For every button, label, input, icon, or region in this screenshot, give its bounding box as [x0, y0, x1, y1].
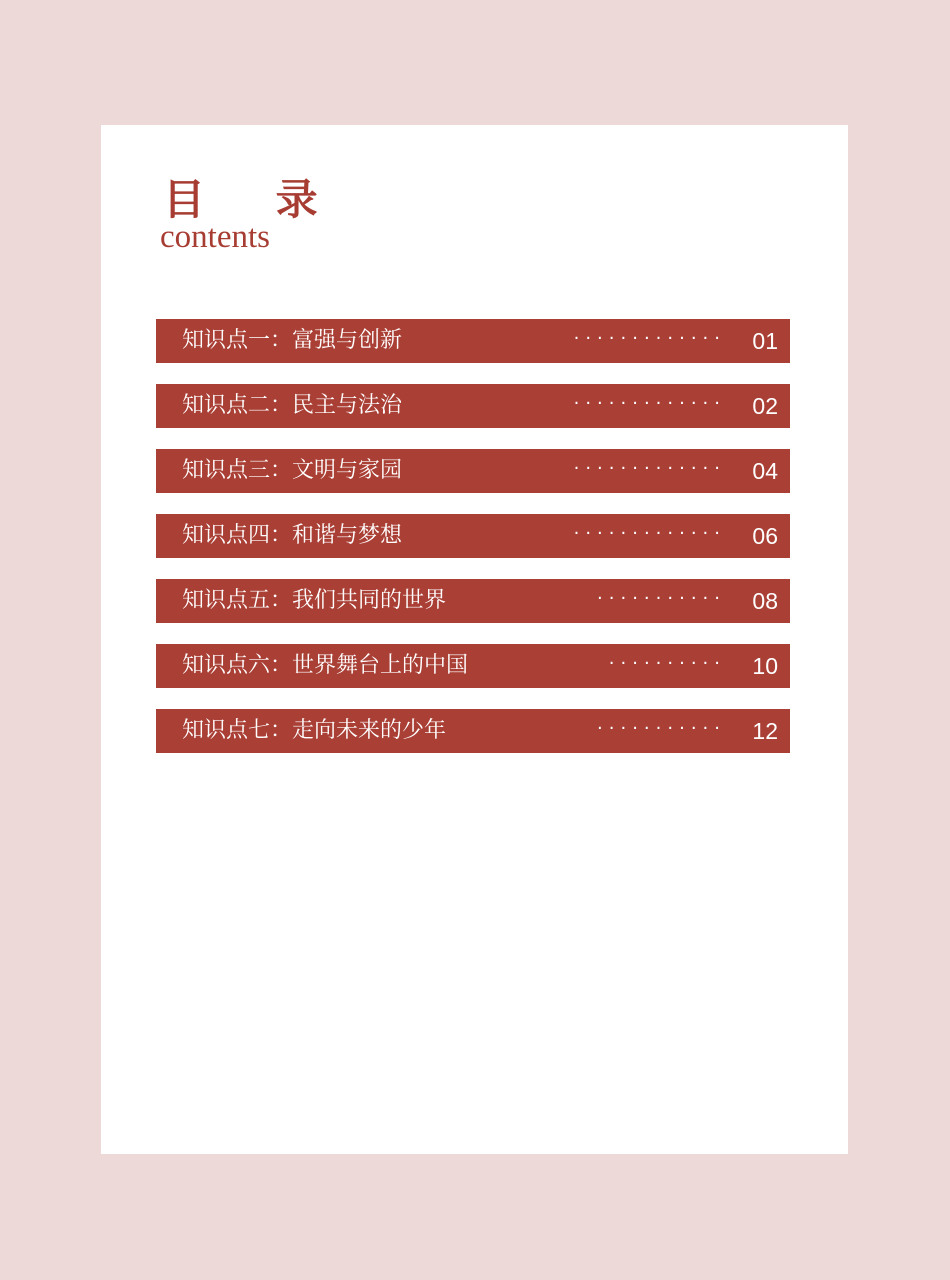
table-of-contents: [156, 319, 790, 774]
toc-entry[interactable]: [156, 514, 790, 558]
document-page: [101, 125, 848, 1154]
toc-entry-leader: ···········: [597, 718, 726, 739]
toc-entry-page: 01: [752, 328, 778, 354]
toc-entry-label: 知识点五：我们共同的世界: [182, 579, 460, 623]
toc-entry-leader: ·············: [573, 393, 726, 414]
toc-entry-page: 10: [752, 653, 778, 679]
toc-entry-label: 知识点三：文明与家园: [182, 449, 416, 493]
toc-entry-leader: ·············: [573, 458, 726, 479]
toc-entry-leader: ···········: [597, 588, 726, 609]
toc-entry[interactable]: [156, 449, 790, 493]
toc-entry-page: 08: [752, 588, 778, 614]
toc-entry-label: 知识点七：走向未来的少年: [182, 709, 460, 753]
toc-entry-label: 知识点六：世界舞台上的中国: [182, 644, 482, 688]
toc-entry[interactable]: [156, 384, 790, 428]
toc-entry-label: 知识点二：民主与法治: [182, 384, 416, 428]
toc-entry-label: 知识点四：和谐与梦想: [182, 514, 416, 558]
toc-entry[interactable]: [156, 579, 790, 623]
page-title: 目 录: [163, 175, 346, 224]
toc-entry[interactable]: [156, 709, 790, 753]
toc-entry-page: 06: [752, 523, 778, 549]
toc-entry-leader: ··········: [608, 653, 726, 674]
toc-entry-page: 04: [752, 458, 778, 484]
toc-entry-page: 12: [752, 718, 778, 744]
toc-entry-page: 02: [752, 393, 778, 419]
toc-entry-label: 知识点一：富强与创新: [182, 319, 416, 363]
toc-entry-leader: ·············: [573, 523, 726, 544]
toc-entry[interactable]: [156, 319, 790, 363]
page-subtitle: contents: [160, 219, 270, 255]
toc-entry-leader: ·············: [573, 328, 726, 349]
toc-entry[interactable]: [156, 644, 790, 688]
